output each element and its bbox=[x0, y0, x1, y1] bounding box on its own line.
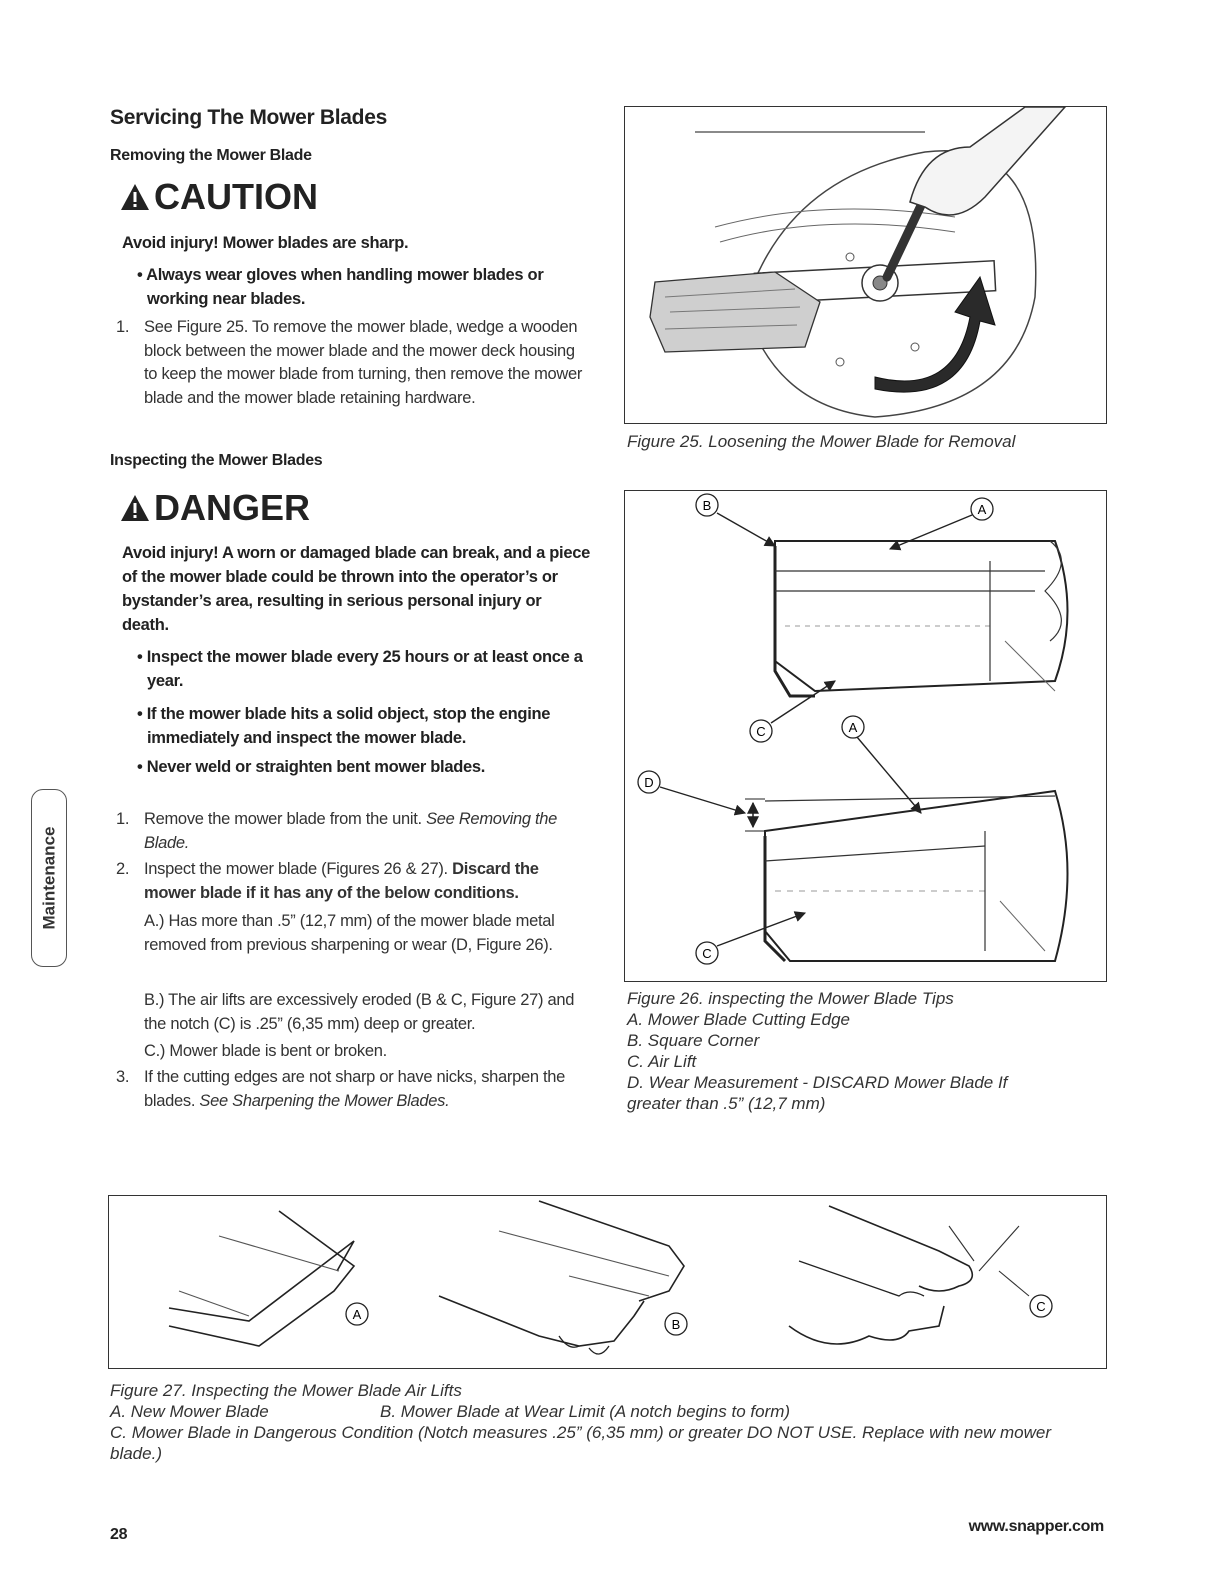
figure-26-caption-a: A. Mower Blade Cutting Edge bbox=[627, 1010, 851, 1029]
warning-triangle-icon bbox=[120, 183, 150, 211]
cross-reference: See Removing the Blade. bbox=[144, 810, 558, 852]
figure-26-caption-title: Figure 26. inspecting the Mower Blade Tips bbox=[627, 989, 954, 1008]
figure-26-caption-b: B. Square Corner bbox=[627, 1031, 760, 1050]
caution-warning-text: Avoid injury! Mower blades are sharp. bbox=[122, 234, 409, 252]
step-number: 2. bbox=[116, 860, 130, 878]
blade-tip-diagram bbox=[625, 491, 1106, 981]
step-number: 1. bbox=[116, 318, 130, 336]
air-lift-wear-illustration bbox=[109, 1196, 1106, 1368]
figure-27-caption-c: C. Mower Blade in Dangerous Condition (Notch measures .25” (6,35 mm) or greater DO NOT USE. Replace with new mower blade.) bbox=[110, 1423, 1052, 1463]
inspecting-heading: Inspecting the Mower Blades bbox=[110, 452, 323, 469]
section-side-tab bbox=[31, 789, 67, 967]
danger-warning-text: Avoid injury! A worn or damaged blade can break, and a piece of the mower blade could be thrown into the operator’s or bystander’s area, resulting in serious personal injury or death. bbox=[122, 544, 590, 634]
caution-banner bbox=[120, 176, 318, 218]
callout-a: A bbox=[352, 1307, 362, 1322]
figure-27-caption-a: A. New Mower Blade bbox=[110, 1402, 269, 1421]
callout-b: B bbox=[702, 498, 712, 513]
figure-27-caption-title: Figure 27. Inspecting the Mower Blade Air Lifts bbox=[110, 1381, 462, 1400]
discard-instruction: Discard the mower blade if it has any of the below conditions. bbox=[144, 860, 539, 902]
step-text: Inspect the mower blade (Figures 26 & 27). Discard the mower blade if it has any of the below conditions. bbox=[144, 860, 539, 902]
page-number: 28 bbox=[110, 1526, 128, 1543]
callout-c: C bbox=[756, 724, 766, 739]
danger-bullet-3: • Never weld or straighten bent mower blades. bbox=[137, 758, 486, 776]
callout-a-lower: A bbox=[848, 720, 858, 735]
figure-25-frame bbox=[624, 106, 1107, 424]
cross-reference: See Sharpening the Mower Blades. bbox=[199, 1091, 450, 1110]
figure-26-caption bbox=[627, 988, 1097, 1114]
side-tab-label: Maintenance bbox=[39, 826, 59, 930]
inspecting-step-1 bbox=[116, 808, 586, 855]
blade-removal-illustration bbox=[625, 107, 1106, 423]
figure-26-caption-c: C. Air Lift bbox=[627, 1052, 697, 1071]
step-text: If the cutting edges are not sharp or have nicks, sharpen the blades. See Sharpening the Mower Blades. bbox=[144, 1068, 566, 1110]
condition-c: C.) Mower blade is bent or broken. bbox=[144, 1042, 387, 1060]
warning-triangle-icon bbox=[120, 494, 150, 522]
section-title: Servicing The Mower Blades bbox=[110, 106, 387, 129]
figure-26-frame bbox=[624, 490, 1107, 982]
figure-27-caption-b: B. Mower Blade at Wear Limit (A notch begins to form) bbox=[380, 1402, 791, 1421]
inspecting-step-3 bbox=[116, 1066, 586, 1113]
step-number: 3. bbox=[116, 1068, 130, 1086]
step-text: See Figure 25. To remove the mower blade, wedge a wooden block between the mower blade and the mower deck housing to keep the mower blade from turning, then remove the mower blade and the mower blade retaining hardware. bbox=[144, 318, 583, 407]
danger-bullet-1: • Inspect the mower blade every 25 hours or at least once a year. bbox=[137, 648, 583, 690]
removing-step-1 bbox=[116, 316, 586, 410]
step-number: 1. bbox=[116, 810, 130, 828]
callout-c: C bbox=[1036, 1299, 1046, 1314]
figure-25-caption: Figure 25. Loosening the Mower Blade for Removal bbox=[627, 432, 1016, 451]
danger-label: DANGER bbox=[154, 487, 311, 528]
condition-a: A.) Has more than .5” (12,7 mm) of the mower blade metal removed from previous sharpening or wear (D, Figure 26). bbox=[144, 912, 555, 954]
condition-b: B.) The air lifts are excessively eroded (B & C, Figure 27) and the notch (C) is .25” (6,35 mm) deep or greater. bbox=[144, 991, 575, 1033]
callout-c-lower: C bbox=[702, 946, 712, 961]
callout-b: B bbox=[671, 1317, 681, 1332]
callout-a: A bbox=[977, 502, 987, 517]
removing-heading: Removing the Mower Blade bbox=[110, 147, 312, 164]
callout-d: D bbox=[644, 775, 654, 790]
caution-bullet: • Always wear gloves when handling mower blades or working near blades. bbox=[137, 266, 544, 308]
figure-27-caption bbox=[110, 1380, 1100, 1464]
danger-banner bbox=[120, 487, 310, 529]
danger-bullet-2: • If the mower blade hits a solid object, stop the engine immediately and inspect the mower blade. bbox=[137, 705, 551, 747]
figure-27-frame bbox=[108, 1195, 1107, 1369]
inspecting-step-2 bbox=[116, 858, 586, 905]
caution-label: CAUTION bbox=[154, 176, 318, 217]
figure-26-caption-d: D. Wear Measurement - DISCARD Mower Blade If greater than .5” (12,7 mm) bbox=[627, 1073, 1008, 1113]
website-link[interactable]: www.snapper.com bbox=[968, 1518, 1104, 1535]
step-text: Remove the mower blade from the unit. See Removing the Blade. bbox=[144, 810, 558, 852]
